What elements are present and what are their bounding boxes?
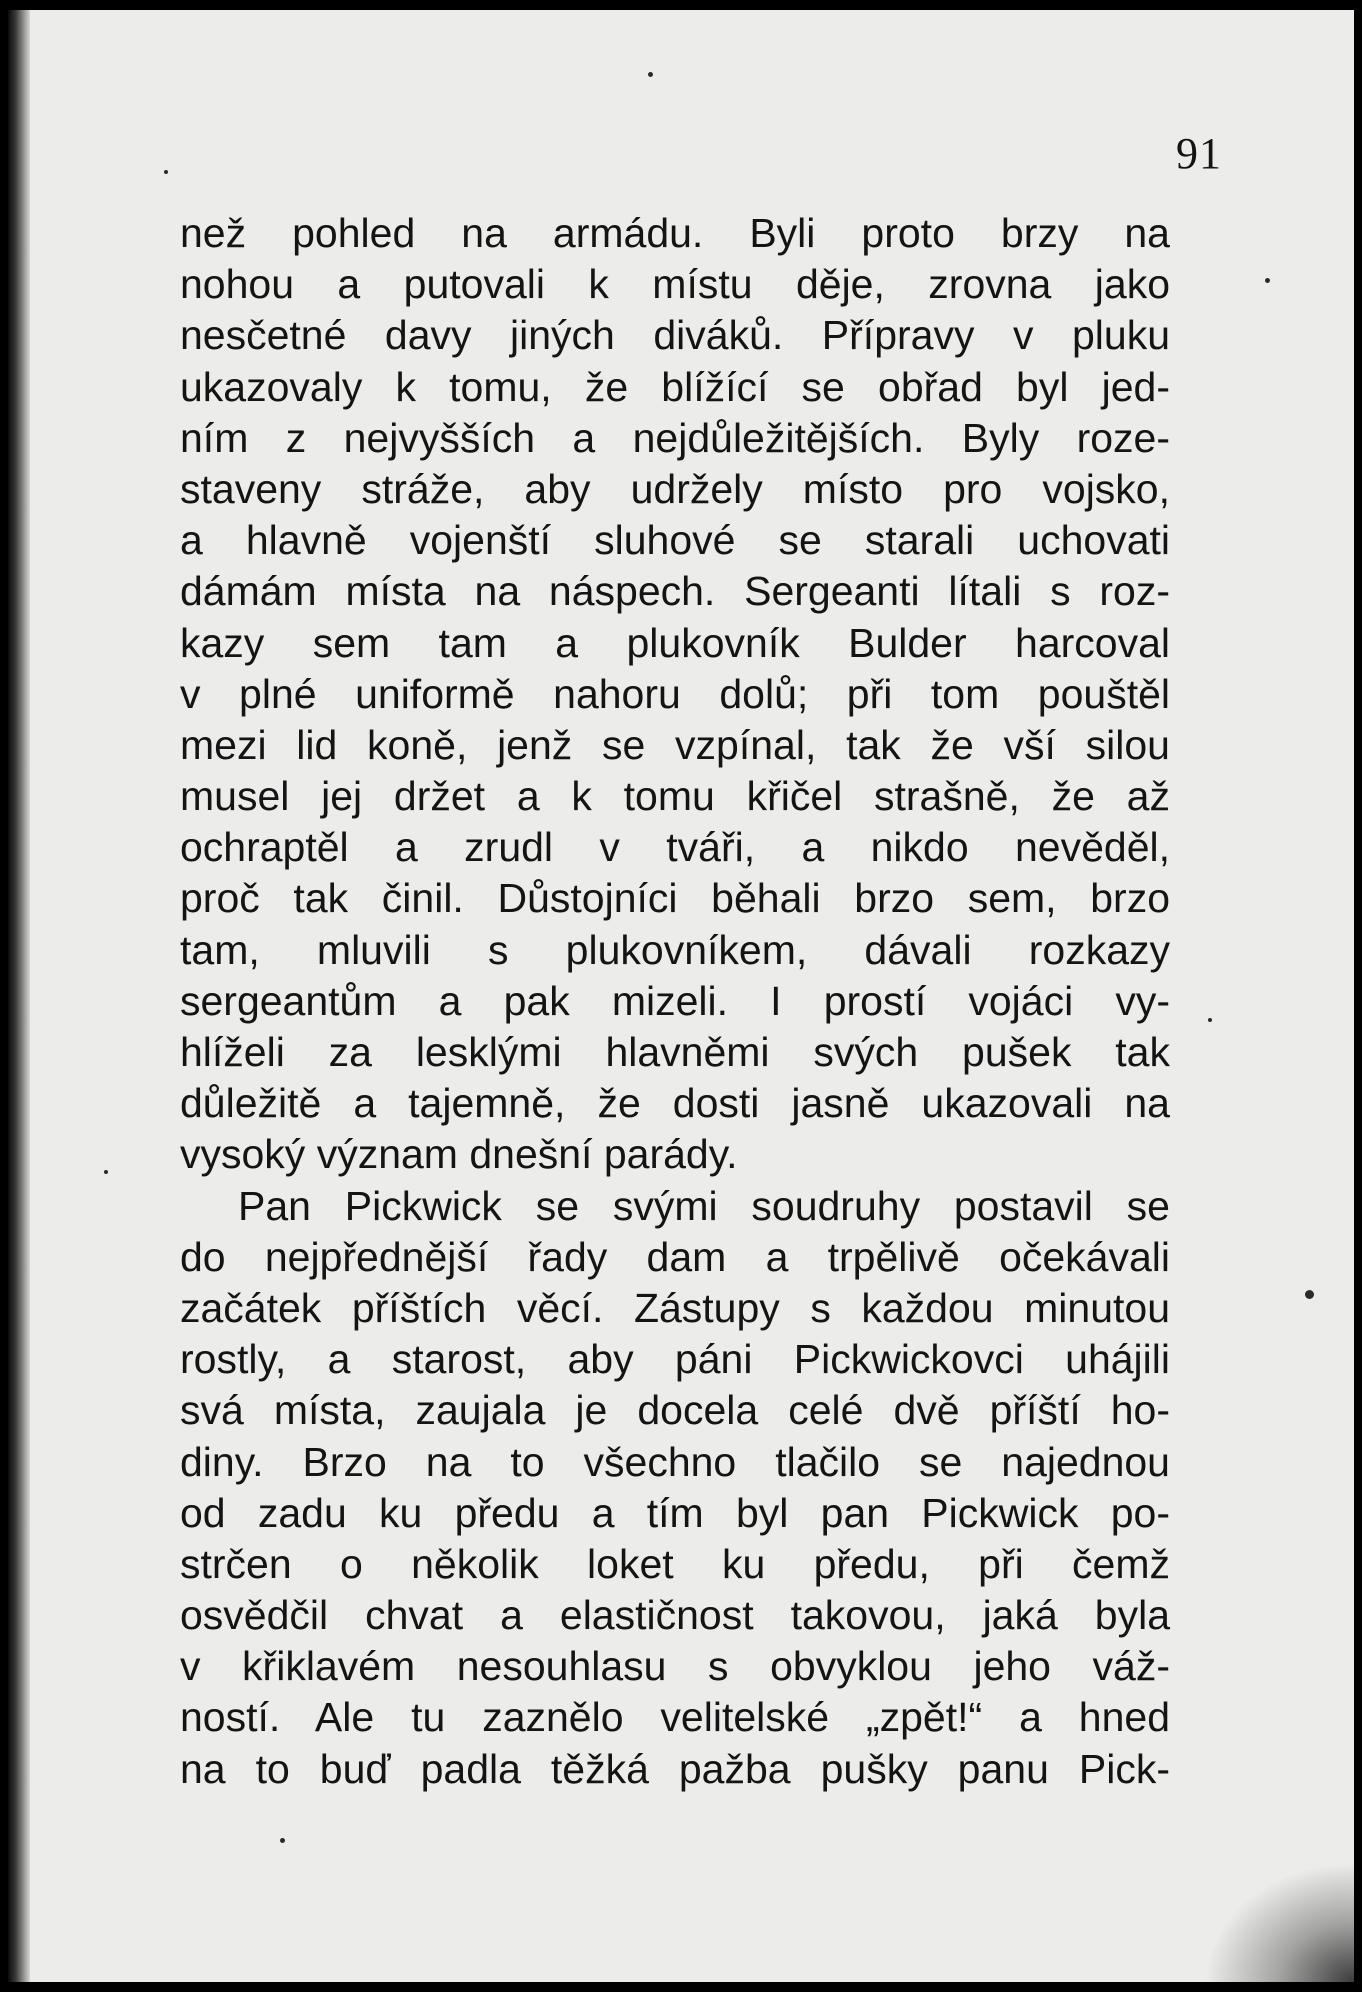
ink-speck xyxy=(104,1170,108,1174)
text-line: osvědčil chvat a elastičnost takovou, jaká byla xyxy=(180,1592,1170,1639)
text-line: v křiklavém nesouhlasu s obvyklou jeho váž- xyxy=(180,1643,1170,1690)
ink-speck xyxy=(280,1838,285,1843)
text-line: v plné uniformě nahoru dolů; při tom pouštěl xyxy=(180,670,1170,717)
text-line: staveny stráže, aby udržely místo pro vojsko, xyxy=(180,465,1170,512)
text-line: než pohled na armádu. Byli proto brzy na xyxy=(180,210,1170,256)
ink-speck xyxy=(1305,1290,1314,1299)
text-line: kazy sem tam a plukovník Bulder harcoval xyxy=(180,619,1170,666)
text-line: nohou a putovali k místu děje, zrovna jako xyxy=(180,261,1170,308)
text-line: důležitě a tajemně, že dosti jasně ukazovali na xyxy=(180,1080,1170,1127)
paragraph xyxy=(180,1181,1170,1795)
text-line: dámám místa na náspech. Sergeanti lítali s roz- xyxy=(180,568,1170,615)
paragraph xyxy=(180,208,1170,1181)
text-line: svá místa, zaujala je docela celé dvě příští ho- xyxy=(180,1387,1170,1434)
text-line: rostly, a starost, aby páni Pickwickovci uhájili xyxy=(180,1336,1170,1383)
text-line: tam, mluvili s plukovníkem, dávali rozkazy xyxy=(180,926,1170,973)
text-line: začátek příštích věcí. Zástupy s každou minutou xyxy=(180,1284,1170,1331)
text-line: Pan Pickwick se svými soudruhy postavil se xyxy=(238,1182,1170,1229)
text-line: hlíželi za lesklými hlavněmi svých pušek tak xyxy=(180,1029,1170,1075)
text-line: ností. Ale tu zaznělo velitelské „zpět!“ a hned xyxy=(180,1694,1170,1741)
text-line: strčen o několik loket ku předu, při čemž xyxy=(180,1540,1170,1587)
body-text xyxy=(180,208,1170,1795)
corner-smudge xyxy=(1204,1862,1354,1982)
page-number: 91 xyxy=(1176,129,1222,178)
text-line: ukazovaly k tomu, že blížící se obřad byl jed- xyxy=(180,363,1170,410)
text-line: mezi lid koně, jenž se vzpínal, tak že vší silou xyxy=(180,721,1170,768)
text-line: sergeantům a pak mizeli. I prostí vojáci vy- xyxy=(180,977,1170,1024)
ink-speck xyxy=(1265,278,1270,283)
text-line: ochraptěl a zrudl v tváři, a nikdo nevěděl, xyxy=(180,824,1170,871)
text-line: na to buď padla těžká pažba pušky panu Pick- xyxy=(180,1745,1170,1792)
text-line: diny. Brzo na to všechno tlačilo se najednou xyxy=(180,1438,1170,1485)
ink-speck xyxy=(1208,1018,1212,1022)
ink-speck xyxy=(648,72,653,77)
text-line: nesčetné davy jiných diváků. Přípravy v pluku xyxy=(180,312,1170,359)
text-line: musel jej držet a k tomu křičel strašně, že až xyxy=(180,773,1170,820)
text-line: do nejpřednější řady dam a trpělivě očekávali xyxy=(180,1233,1170,1280)
ink-speck xyxy=(164,170,168,174)
text-line: a hlavně vojenští sluhové se starali uchovati xyxy=(180,517,1170,564)
text-line: vysoký význam dnešní parády. xyxy=(180,1131,738,1178)
book-page xyxy=(8,10,1354,1982)
binding-edge xyxy=(8,10,30,1982)
text-line: ním z nejvyšších a nejdůležitějších. Byly roze- xyxy=(180,414,1170,461)
text-line: proč tak činil. Důstojníci běhali brzo sem, brzo xyxy=(180,875,1170,922)
text-line: od zadu ku předu a tím byl pan Pickwick po- xyxy=(180,1489,1170,1536)
